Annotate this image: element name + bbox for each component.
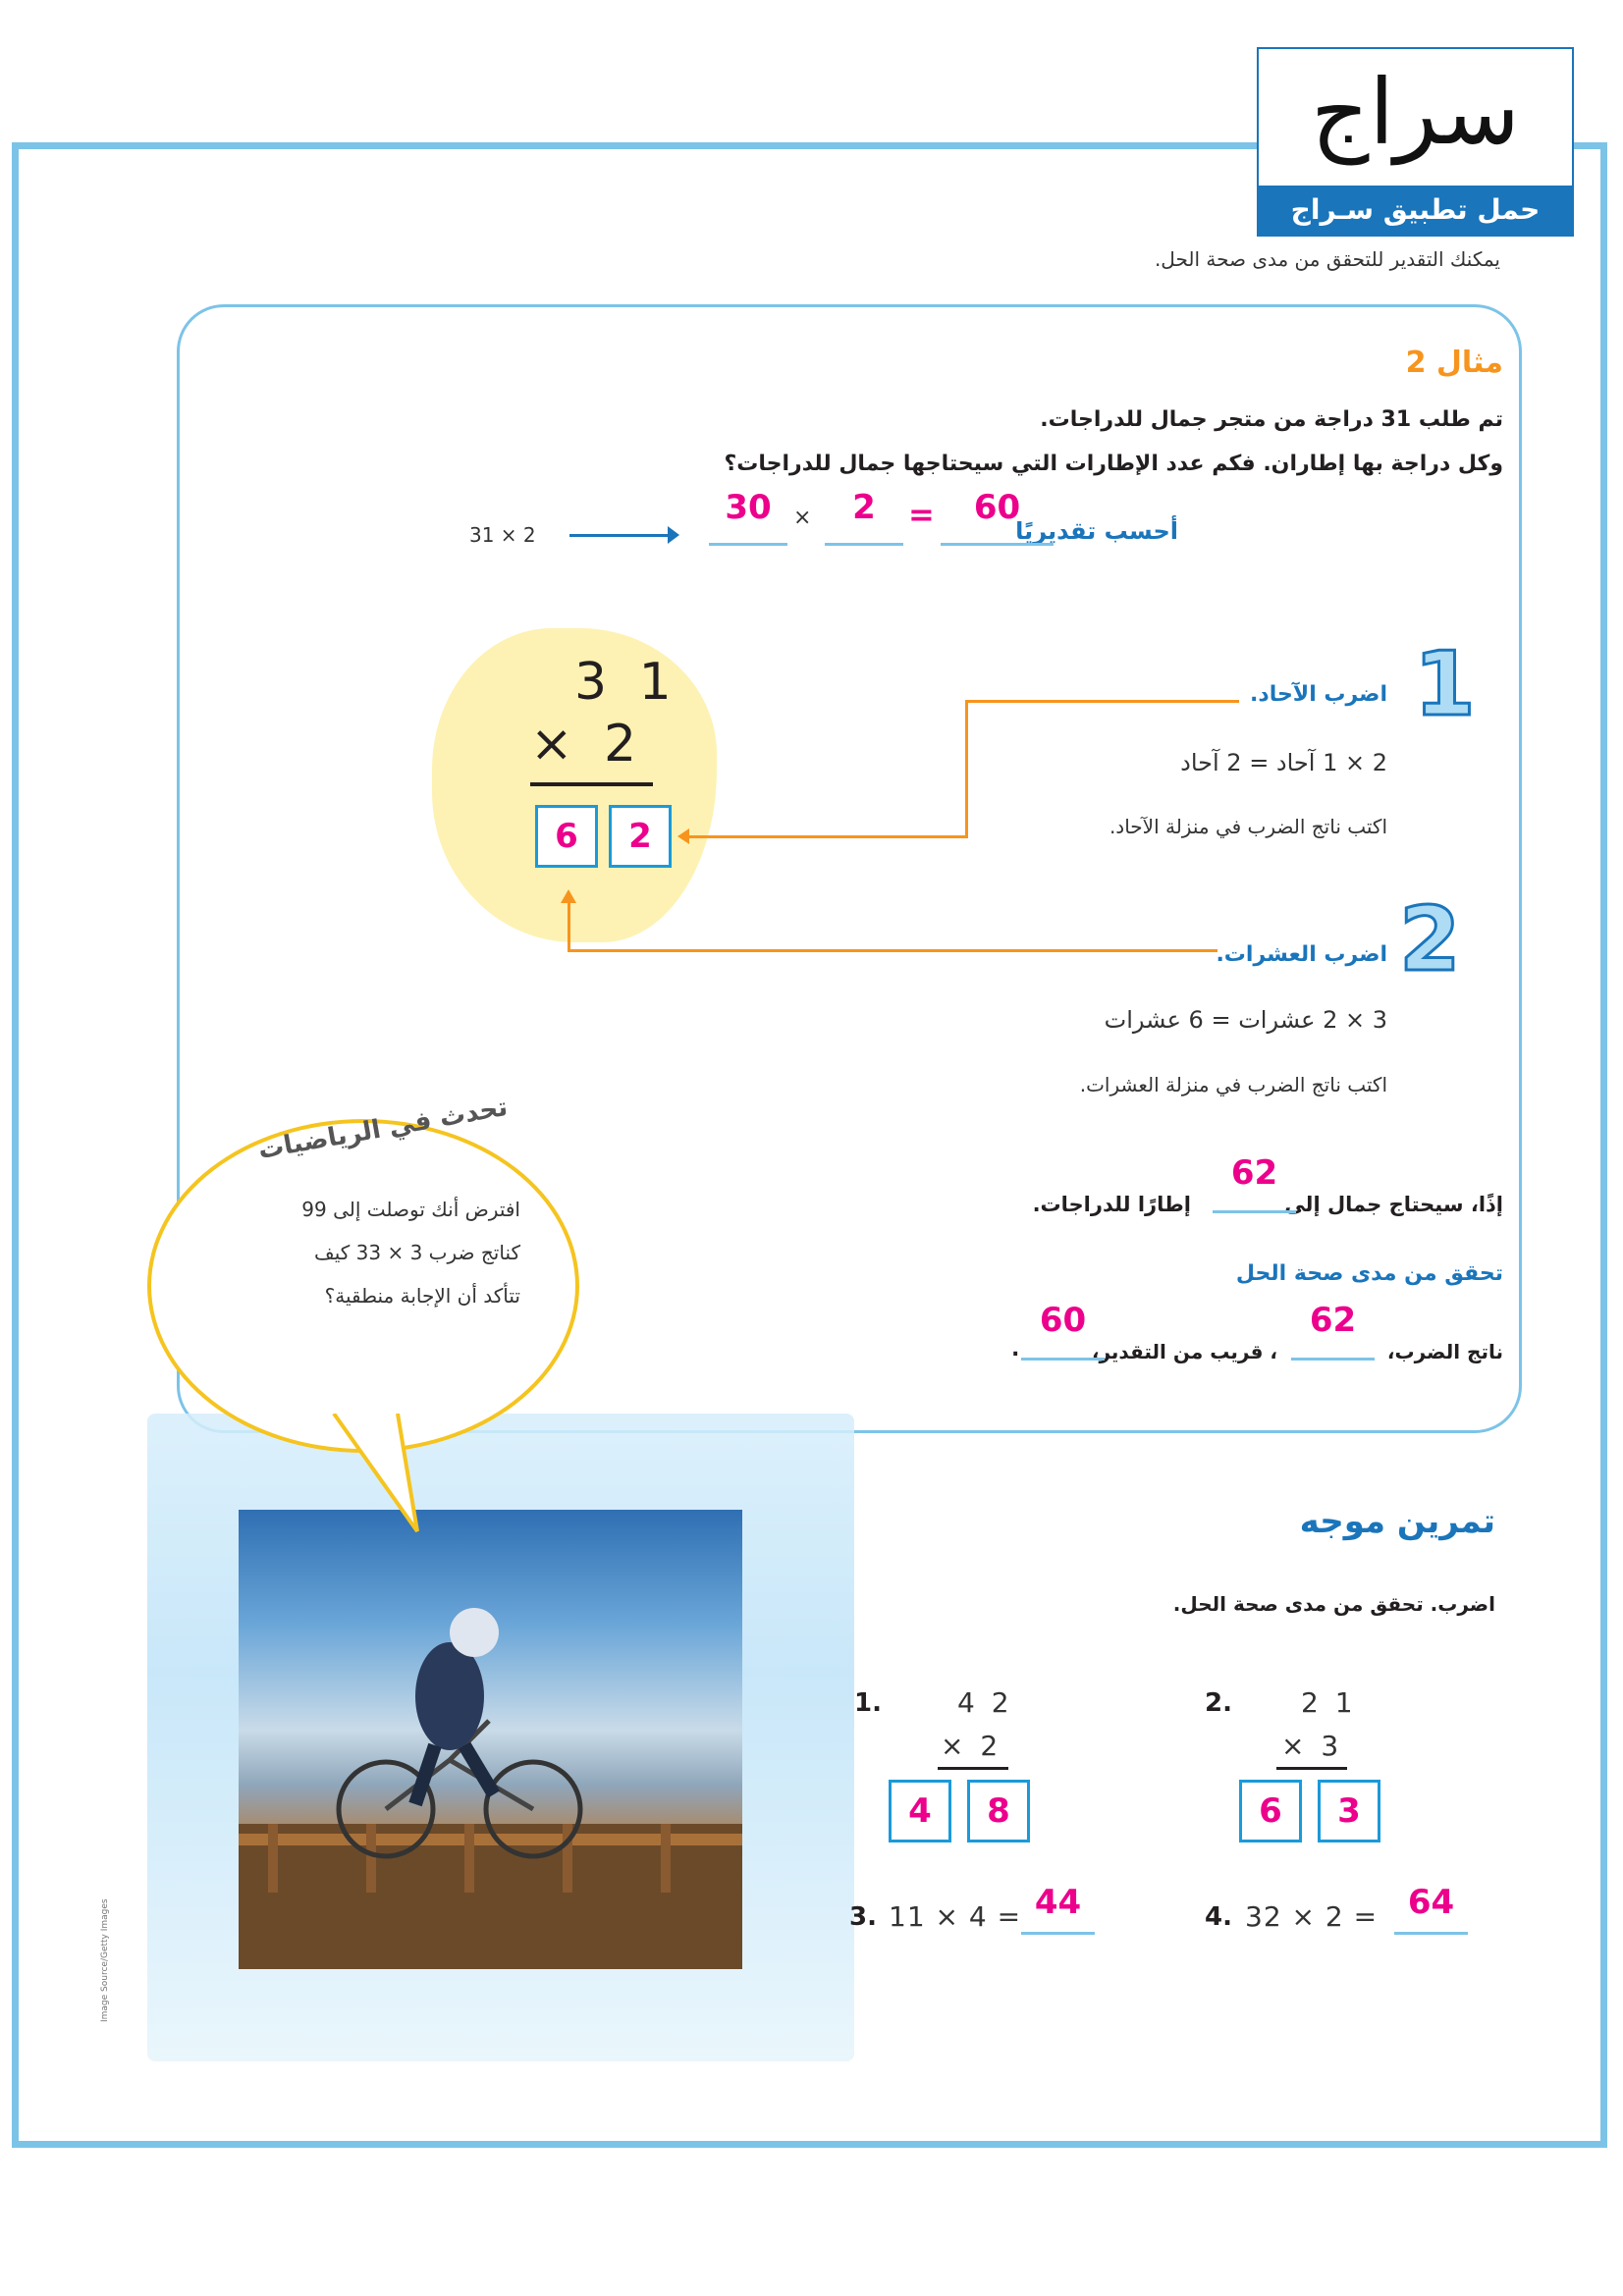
step1-connector-to-box: [687, 835, 968, 838]
exercise-3-answer: 44: [1034, 1883, 1082, 1922]
check-title: تحقق من مدى صحة الحل: [1235, 1261, 1503, 1286]
check-text-middle: ، قريب من التقدير،: [1091, 1340, 1277, 1363]
check-text-before: ناتج الضرب،: [1386, 1340, 1503, 1363]
step2-connector-h: [569, 949, 1217, 952]
estimate-factor-b: 2: [852, 488, 876, 527]
estimate-times: ×: [793, 506, 812, 530]
exercise-2-number: 2.: [1205, 1688, 1232, 1718]
problem-line-1: تم طلب 31 دراجة من متجر جمال للدراجات.: [1040, 407, 1503, 432]
logo-word: سراج: [1311, 60, 1520, 165]
logo-tagline: حمل تطبيق سـراج: [1259, 186, 1572, 235]
conclusion-answer: 62: [1230, 1153, 1278, 1193]
check-text-end: .: [1011, 1337, 1020, 1362]
step1-equation: 2 × 1 آحاد = 2 آحاد: [1180, 749, 1387, 776]
check-answer-2: 60: [1039, 1301, 1087, 1340]
estimate-expression: 31 × 2: [469, 523, 536, 547]
step2-title: اضرب العشرات.: [1216, 942, 1387, 967]
estimate-result-line: [941, 543, 1054, 546]
cyclist-photo: [239, 1510, 742, 1969]
guided-instruction: اضرب. تحقق من مدى صحة الحل.: [1172, 1592, 1495, 1616]
vertical-top-number: 3 1: [574, 653, 679, 712]
conclusion-answer-line: [1213, 1210, 1296, 1213]
exercise-2-bottom: × 3: [1281, 1730, 1343, 1762]
step1-connector-h: [967, 700, 1239, 703]
example-title: مثال 2: [1405, 346, 1503, 380]
ones-answer-box[interactable]: 2: [609, 805, 672, 868]
estimate-equals: =: [908, 496, 935, 533]
step1-title: اضرب الآحاد.: [1250, 682, 1387, 707]
bubble-line-1: افترض أنك توصلت إلى 99: [301, 1198, 520, 1221]
photo-credit: Image Source/Getty Images: [100, 1898, 110, 2022]
step1-note: اكتب ناتج الضرب في منزلة الآحاد.: [1109, 815, 1387, 838]
exercise-2-box-left[interactable]: 6: [1239, 1780, 1302, 1842]
bubble-title: تحدث في الرياضيات: [255, 1092, 511, 1166]
step2-connector-v: [568, 903, 570, 952]
tens-answer-box[interactable]: 6: [535, 805, 598, 868]
vertical-rule: [530, 782, 653, 786]
estimate-arrow: [569, 534, 676, 537]
exercise-4-answer-line: [1394, 1932, 1468, 1935]
exercise-4-number: 4.: [1205, 1902, 1232, 1932]
step1-arrowhead: [677, 828, 689, 844]
bubble-text: [236, 1188, 520, 1317]
bubble-tail: [324, 1414, 442, 1541]
exercise-4-expression: 32 × 2 =: [1245, 1900, 1379, 1933]
step1-connector-v: [965, 700, 968, 837]
exercise-3-number: 3.: [849, 1902, 877, 1932]
exercise-1-rule: [938, 1767, 1008, 1770]
check-answer-2-line: [1021, 1358, 1105, 1361]
step2-equation: 3 × 2 عشرات = 6 عشرات: [1104, 1006, 1387, 1034]
exercise-2-top: 2 1: [1301, 1686, 1357, 1719]
siraj-logo[interactable]: [1257, 47, 1574, 237]
exercise-1-box-left[interactable]: 4: [889, 1780, 951, 1842]
exercise-1-bottom: × 2: [941, 1730, 1002, 1762]
exercise-3-expression: 11 × 4 =: [889, 1900, 1022, 1933]
conclusion-after: إطارًا للدراجات.: [1032, 1193, 1191, 1216]
exercise-4-answer: 64: [1407, 1883, 1455, 1922]
exercise-3-answer-line: [1021, 1932, 1095, 1935]
bubble-line-2: كناتج ضرب 3 × 33 كيف: [314, 1241, 520, 1264]
exercise-1-top: 4 2: [957, 1686, 1013, 1719]
exercise-2-box-right[interactable]: 3: [1318, 1780, 1380, 1842]
estimate-label: أحسب تقديريًا: [1015, 517, 1178, 545]
bubble-line-3: تتأكد أن الإجابة منطقية؟: [324, 1284, 520, 1308]
estimate-a-line: [709, 543, 787, 546]
check-answer-1-line: [1291, 1358, 1375, 1361]
cyclist-illustration: [239, 1510, 742, 1969]
problem-line-2: وكل دراجة بها إطاران. فكم عدد الإطارات التي سيحتاجها جمال للدراجات؟: [724, 452, 1503, 476]
check-answer-1: 62: [1309, 1301, 1357, 1340]
estimate-result: 60: [973, 488, 1021, 527]
exercise-1-number: 1.: [854, 1688, 882, 1718]
exercise-2-rule: [1276, 1767, 1347, 1770]
step2-arrowhead: [561, 889, 576, 903]
estimate-arrowhead: [668, 526, 679, 544]
intro-text: يمكنك التقدير للتحقق من مدى صحة الحل.: [1154, 247, 1500, 271]
step1-number: 1: [1414, 633, 1476, 736]
vertical-times-sign: ×: [530, 715, 573, 774]
guided-practice-title: تمرين موجه: [1299, 1502, 1495, 1541]
estimate-factor-a: 30: [725, 488, 772, 527]
estimate-b-line: [825, 543, 903, 546]
exercise-1-box-right[interactable]: 8: [967, 1780, 1030, 1842]
step2-note: اكتب ناتج الضرب في منزلة العشرات.: [1079, 1073, 1387, 1096]
conclusion-before: إذًا، سيحتاج جمال إلى: [1284, 1193, 1503, 1216]
step2-number: 2: [1399, 888, 1461, 991]
vertical-multiplier: 2: [604, 715, 637, 774]
